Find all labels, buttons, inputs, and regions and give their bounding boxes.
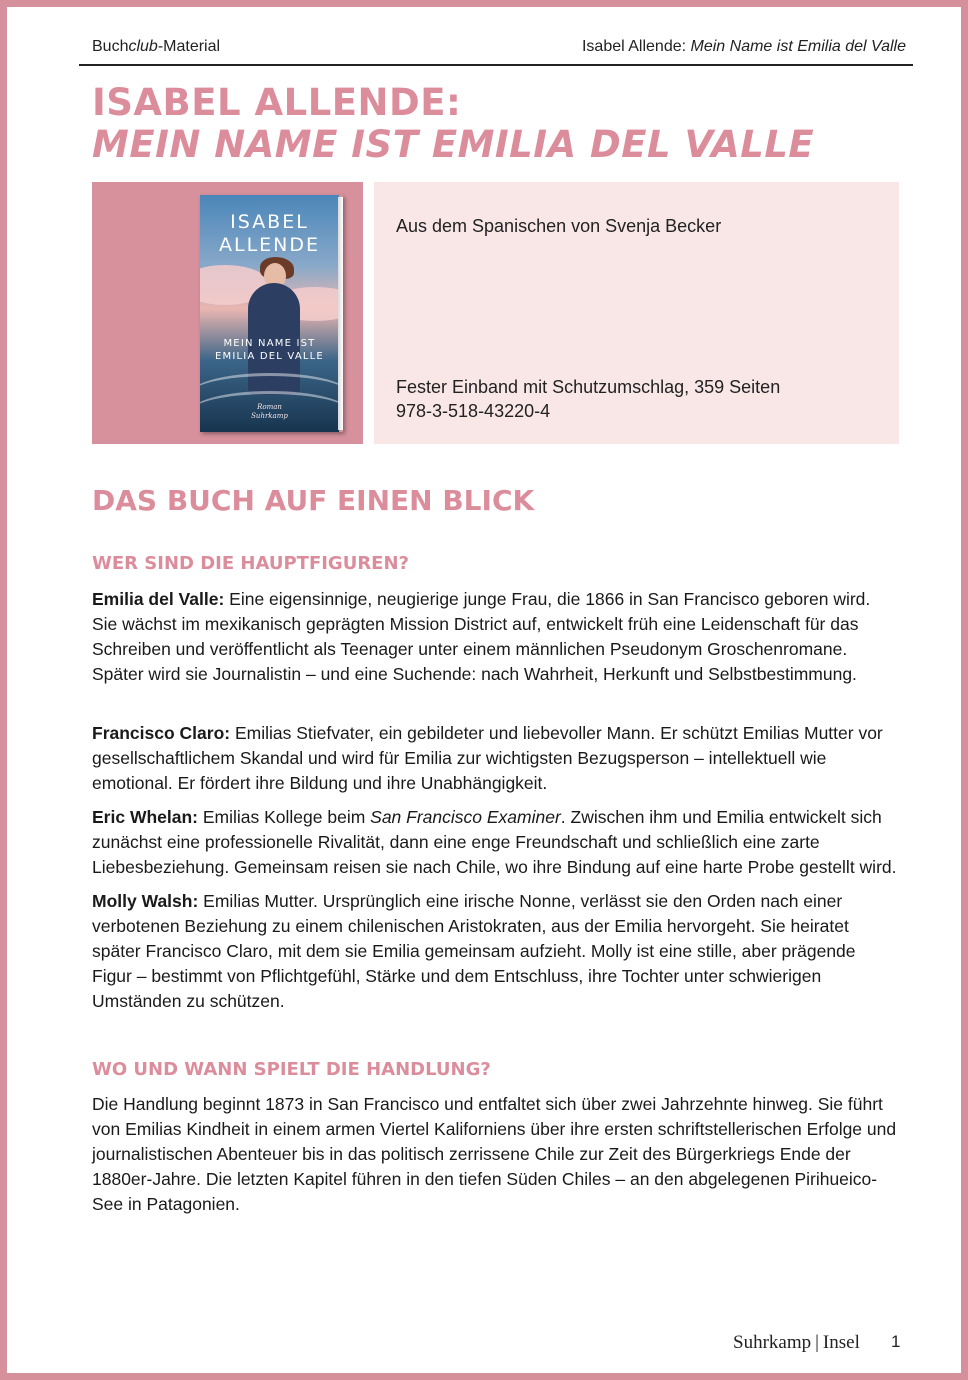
cover-author: ISABEL ALLENDE <box>218 211 321 256</box>
setting-heading: WO UND WANN SPIELT DIE HANDLUNG? <box>92 1059 491 1080</box>
character-name: Francisco Claro: <box>92 723 231 743</box>
header-left: Buchclub-Material <box>92 38 221 55</box>
isbn-line: 978-3-518-43220-4 <box>396 401 551 421</box>
header-rule <box>79 64 913 66</box>
book-cover-image <box>200 195 343 432</box>
newspaper-title: San Francisco Examiner <box>370 807 561 827</box>
edition-line: Fester Einband mit Schutzumschlag, 359 Seiten <box>396 377 781 397</box>
character-name: Emilia del Valle: <box>92 589 225 609</box>
book-info-panel <box>374 182 899 444</box>
header-right: Isabel Allende: Mein Name ist Emilia del Valle <box>581 38 906 55</box>
page-number: 1 <box>891 1332 901 1351</box>
character-entry: Emilia del Valle: Eine eigensinnige, neugierige junge Frau, die 1866 in San Francisco geboren wird. Sie wächst im mexikanisch geprägten Mission District auf, entwickelt früh eine Leidenschaft für das Schreiben und veröffentlicht als Teenager unter einem männlichen Pseudonym Groschenromane. Später wird sie Journalistin – und eine Suchende: nach Wahrheit, Herkunft und Selbstbestimmung. <box>92 589 871 684</box>
characters-heading: WER SIND DIE HAUPTFIGUREN? <box>92 553 409 574</box>
section-title: DAS BUCH AUF EINEN BLICK <box>92 484 535 517</box>
character-entry: Eric Whelan: Emilias Kollege beim San Francisco Examiner. Zwischen ihm und Emilia entwickelt sich zunächst eine professionelle Rivalität, dann eine enge Freundschaft und schließlich eine zarte Liebesbeziehung. Gemeinsam reisen sie nach Chile, wo ihre Bindung auf eine harte Probe gestellt wird. <box>92 807 897 877</box>
title-author: ISABEL ALLENDE: <box>92 81 462 124</box>
running-header <box>92 38 910 62</box>
page-title <box>92 82 814 166</box>
character-name: Eric Whelan: <box>92 807 198 827</box>
character-entry: Francisco Claro: Emilias Stiefvater, ein gebildeter und liebevoller Mann. Er schützt Emilias Mutter vor gesellschaftlichem Skandal und wird für Emilia zur wichtigsten Bezugsperson – intellektuell wie emotional. Er fördert ihre Bildung und ihre Unabhängigkeit. <box>92 723 883 793</box>
translator-line: Aus dem Spanischen von Svenja Becker <box>396 216 722 236</box>
cover-publisher: Roman Suhrkamp <box>251 403 288 420</box>
book-page-edge <box>338 197 343 430</box>
book-cover-art <box>200 195 339 432</box>
character-entry: Molly Walsh: Emilias Mutter. Ursprünglich eine irische Nonne, verlässt sie den Orden nach einer verbotenen Beziehung zu einem chilenischen Aristokraten, aus der Emilia hervorgeht. Sie heiratet später Francisco Claro, mit dem sie Emilia gemeinsam aufzieht. Molly ist eine stille, aber prägende Figur – bestimmt von Pflichtgefühl, Stärke und dem Entschluss, ihre Tochter unter schwierigen Umständen zu schützen. <box>92 891 856 1011</box>
character-name: Molly Walsh: <box>92 891 199 911</box>
publisher-logo: Suhrkamp | Insel <box>733 1332 860 1353</box>
title-book: MEIN NAME IST EMILIA DEL VALLE <box>92 123 815 166</box>
setting-paragraph: Die Handlung beginnt 1873 in San Francisco und entfaltet sich über zwei Jahrzehnte hinweg. Sie führt von Emilias Kindheit in einem armen Viertel Kaliforniens über ihre ersten schriftstellerischen Erfolge und journalistischen Abenteuer bis in das politisch zerrissene Chile zur Zeit des Bürgerkriegs Ende der 1880er-Jahre. Die letzten Kapitel führen in den tiefen Süden Chiles – an den abgelegenen Pirihueico-See in Patagonien. <box>92 1094 897 1214</box>
cover-title: MEIN NAME IST EMILIA DEL VALLE <box>215 338 324 362</box>
